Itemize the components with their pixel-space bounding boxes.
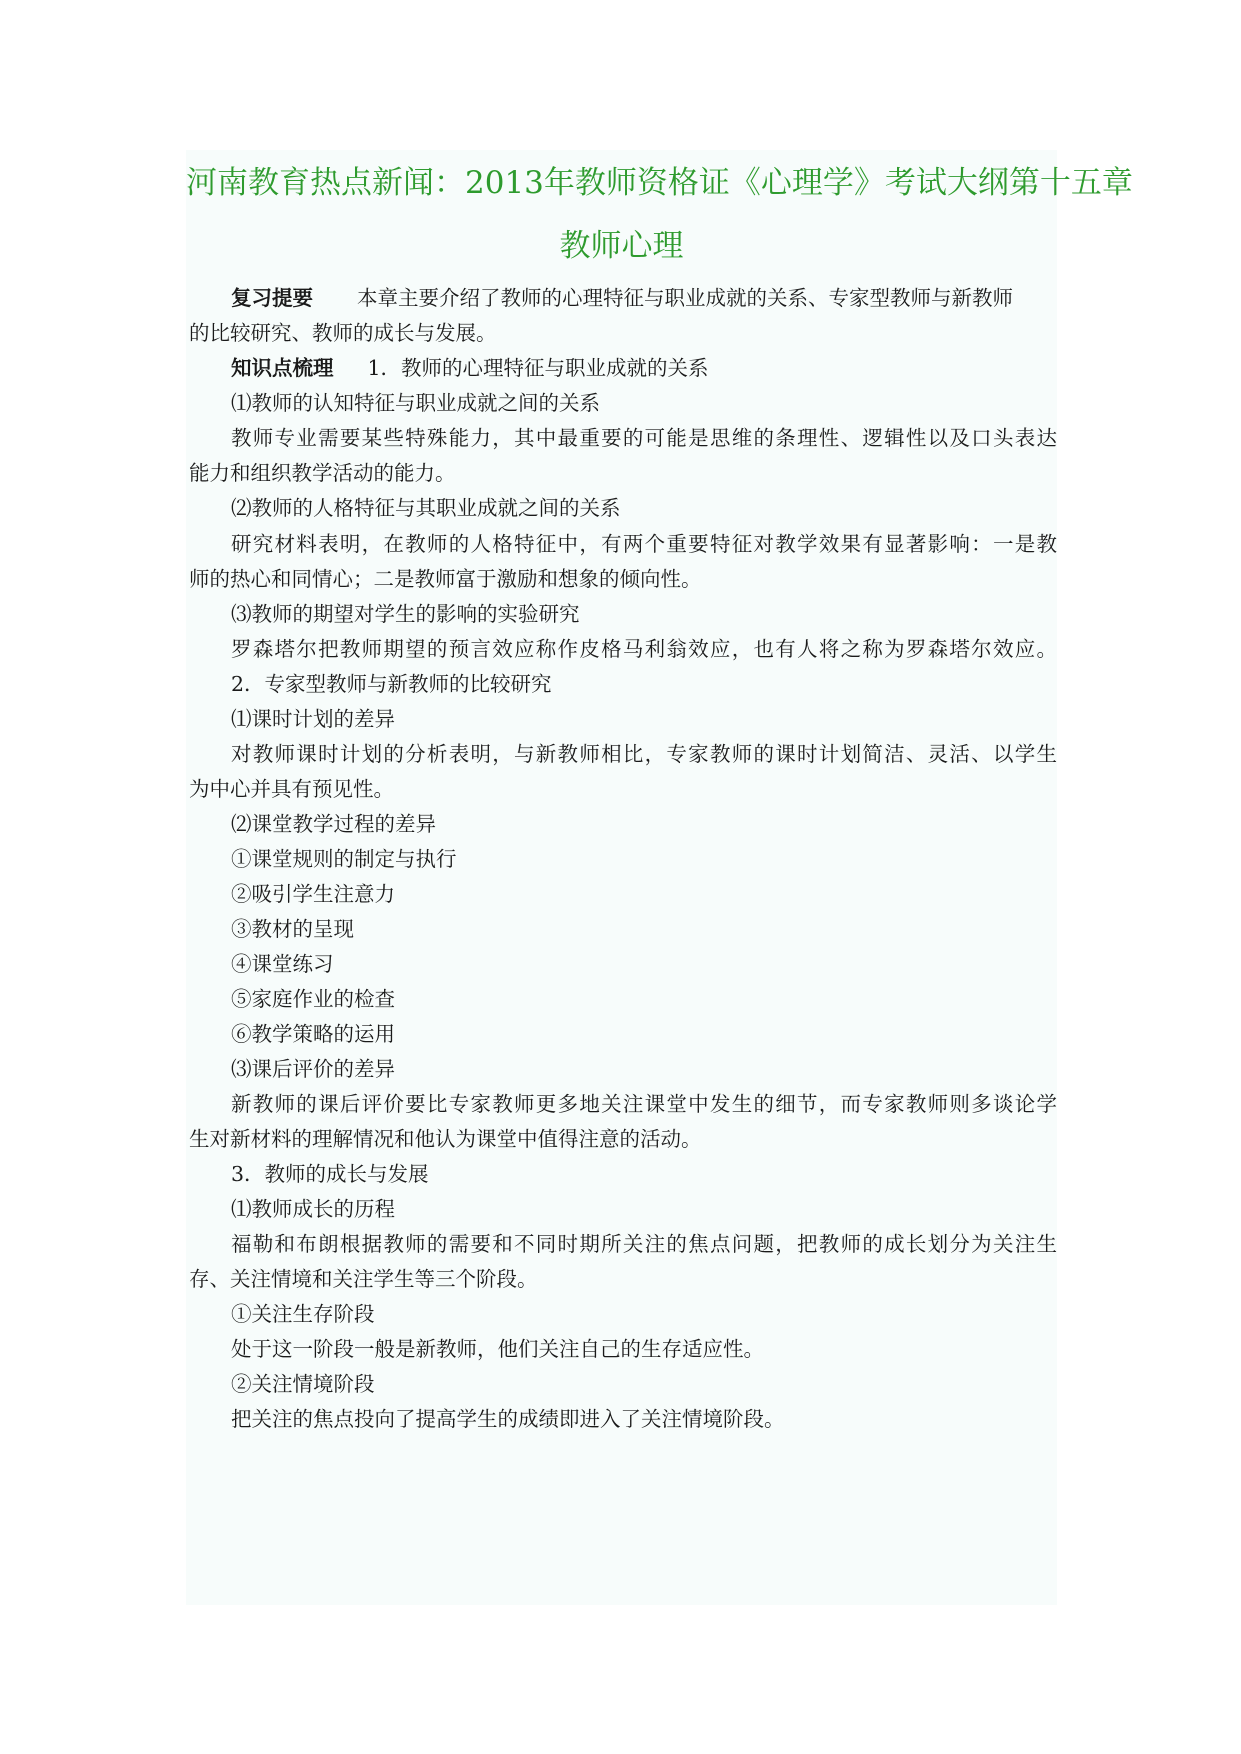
knowledge-heading-line bbox=[231, 353, 1057, 383]
list-item: ③教材的呈现 bbox=[231, 917, 354, 941]
list-item: ⑤家庭作业的检查 bbox=[231, 987, 395, 1011]
subsection-heading: ⑴教师的认知特征与职业成就之间的关系 bbox=[231, 391, 600, 415]
paragraph-line: 新教师的课后评价要比专家教师更多地关注课堂中发生的细节，而专家教师则多谈论学 bbox=[231, 1092, 1057, 1116]
paragraph-line: 能力和组织教学活动的能力。 bbox=[189, 461, 456, 485]
list-item: ⑥教学策略的运用 bbox=[231, 1022, 395, 1046]
subsection-heading: ⑴课时计划的差异 bbox=[231, 707, 395, 731]
knowledge-label: 知识点梳理 bbox=[231, 356, 334, 380]
list-item: ④课堂练习 bbox=[231, 952, 334, 976]
summary-label: 复习提要 bbox=[231, 286, 313, 310]
section-1-heading: 1．教师的心理特征与职业成就的关系 bbox=[367, 356, 709, 380]
subsection-heading: ⑵教师的人格特征与其职业成就之间的关系 bbox=[231, 496, 621, 520]
summary-paragraph-line-2: 的比较研究、教师的成长与发展。 bbox=[189, 321, 497, 345]
summary-paragraph-line-1 bbox=[231, 283, 1057, 313]
paragraph-line: 福勒和布朗根据教师的需要和不同时期所关注的焦点问题，把教师的成长划分为关注生 bbox=[231, 1232, 1057, 1256]
paragraph-line: 存、关注情境和关注学生等三个阶段。 bbox=[189, 1267, 538, 1291]
paragraph-line: 研究材料表明，在教师的人格特征中，有两个重要特征对教学效果有显著影响：一是教 bbox=[231, 532, 1057, 556]
section-3-heading: 3．教师的成长与发展 bbox=[231, 1162, 429, 1186]
paragraph-line: 生对新材料的理解情况和他认为课堂中值得注意的活动。 bbox=[189, 1127, 702, 1151]
subsection-heading: ⑴教师成长的历程 bbox=[231, 1197, 395, 1221]
paragraph-line: 对教师课时计划的分析表明，与新教师相比，专家教师的课时计划简洁、灵活、以学生 bbox=[231, 742, 1057, 766]
paragraph-line: 处于这一阶段一般是新教师，他们关注自己的生存适应性。 bbox=[231, 1337, 764, 1361]
paragraph-line: 罗森塔尔把教师期望的预言效应称作皮格马利翁效应，也有人将之称为罗森塔尔效应。 bbox=[231, 637, 1057, 661]
document-title: 河南教育热点新闻：2013年教师资格证《心理学》考试大纲第十五章 bbox=[186, 165, 1133, 201]
document-subtitle: 教师心理 bbox=[559, 228, 684, 264]
subsection-heading: ⑶教师的期望对学生的影响的实验研究 bbox=[231, 602, 580, 626]
list-item: ①关注生存阶段 bbox=[231, 1302, 375, 1326]
paragraph-line: 教师专业需要某些特殊能力，其中最重要的可能是思维的条理性、逻辑性以及口头表达 bbox=[231, 426, 1057, 450]
paragraph-line: 为中心并具有预见性。 bbox=[189, 777, 394, 801]
list-item: ②关注情境阶段 bbox=[231, 1372, 375, 1396]
summary-text-1: 本章主要介绍了教师的心理特征与职业成就的关系、专家型教师与新教师 bbox=[357, 286, 1013, 310]
subsection-heading: ⑶课后评价的差异 bbox=[231, 1057, 395, 1081]
section-2-heading: 2．专家型教师与新教师的比较研究 bbox=[231, 672, 552, 696]
subsection-heading: ⑵课堂教学过程的差异 bbox=[231, 812, 436, 836]
paragraph-line: 师的热心和同情心；二是教师富于激励和想象的倾向性。 bbox=[189, 567, 702, 591]
paragraph-line: 把关注的焦点投向了提高学生的成绩即进入了关注情境阶段。 bbox=[231, 1407, 785, 1431]
list-item: ②吸引学生注意力 bbox=[231, 882, 395, 906]
list-item: ①课堂规则的制定与执行 bbox=[231, 847, 457, 871]
